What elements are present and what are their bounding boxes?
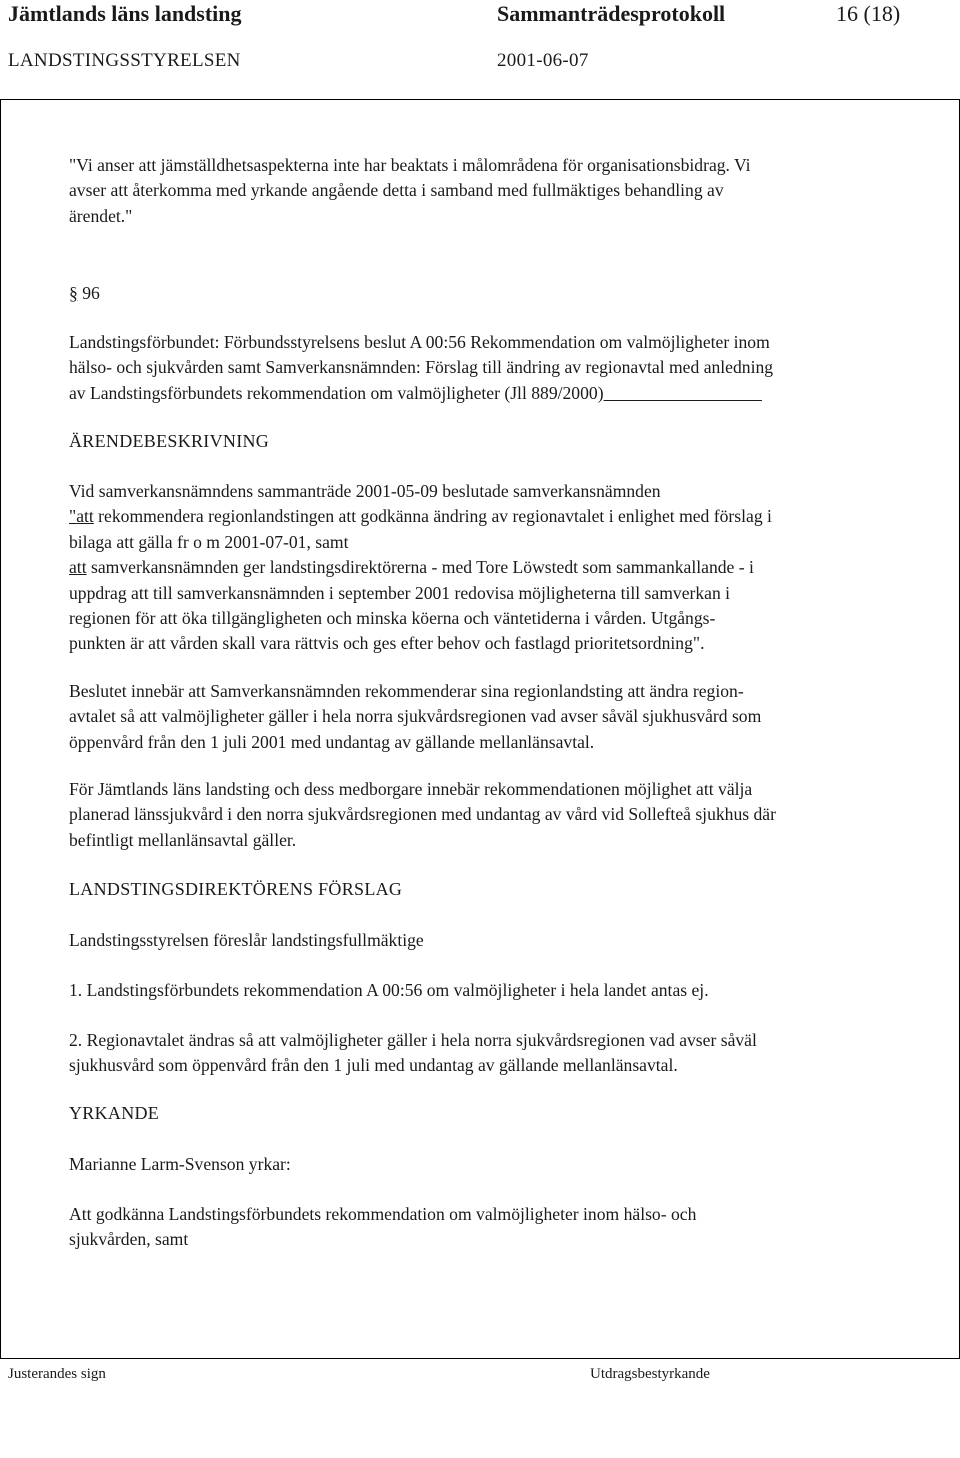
jamtland-line: befintligt mellanlänsavtal gäller.	[69, 829, 297, 850]
att-clause-word: att	[76, 506, 94, 527]
description-line	[69, 555, 929, 580]
header-rule	[0, 99, 960, 100]
decision-paragraph	[69, 679, 929, 755]
att-clause-word: att	[69, 557, 87, 578]
description-line: bilaga att gälla fr o m 2001-07-01, samt	[69, 531, 349, 552]
claim-line: sjukvården, samt	[69, 1229, 189, 1250]
quote-line: "Vi anser att jämställdhetsaspekterna inte har beaktats i målområdena för organisationsbidrag. Vi	[69, 155, 751, 175]
jamtland-line: planerad länssjukvård i den norra sjukvårdsregionen med undantag av vård vid Sollefteå sjukhus där	[69, 804, 776, 825]
section-number: 96	[82, 283, 100, 303]
description-paragraph	[69, 479, 929, 657]
proposal-item-1: 1. Landstingsförbundets rekommendation A 00:56 om valmöjligheter i hela landet antas ej.	[69, 980, 709, 1000]
decision-line: Beslutet innebär att Samverkansnämnden rekommenderar sina regionlandsting att ändra region-	[69, 681, 744, 701]
footer-justerandes-sign: Justerandes sign	[8, 1366, 106, 1382]
att-clause-text: rekommendera regionlandstingen att godkänna ändring av regionavtalet i enlighet med förslag i	[93, 506, 772, 527]
page-number: 16 (18)	[836, 1, 901, 26]
claim-author: Marianne Larm-Svenson yrkar:	[69, 1154, 291, 1174]
claim-line: Att godkänna Landstingsförbundets rekommendation om valmöjligheter inom hälso- och	[69, 1204, 697, 1224]
subject-paragraph	[69, 330, 929, 406]
subject-line-text: av Landstingsförbundets rekommendation om valmöjligheter (Jll 889/2000)	[69, 382, 604, 403]
att-clause-text: samverkansnämnden ger landstingsdirektörerna - med Tore Löwstedt som sammankallande - i	[86, 557, 754, 578]
quote-paragraph	[69, 153, 929, 229]
proposal-line: 2. Regionavtalet ändras så att valmöjligheter gäller i hela norra sjukvårdsregionen vad avser såväl	[69, 1030, 757, 1050]
description-line	[69, 504, 929, 529]
subject-underline	[604, 383, 762, 403]
heading-proposal: LANDSTINGSDIREKTÖRENS FÖRSLAG	[69, 879, 403, 899]
proposal-item-2	[69, 1028, 929, 1079]
quote-line: avser att återkomma med yrkande angående detta i samband med fullmäktiges behandling av	[69, 180, 724, 201]
section-symbol: §	[69, 283, 78, 303]
proposal-intro: Landstingsstyrelsen föreslår landstingsfullmäktige	[69, 930, 424, 950]
description-line: regionen för att öka tillgängligheten och minska köerna och väntetiderna i vården. Utgångs-	[69, 608, 716, 629]
left-margin-rule	[0, 99, 1, 1358]
subject-line	[69, 381, 929, 406]
board-name: LANDSTINGSSTYRELSEN	[8, 50, 241, 71]
claim-paragraph	[69, 1202, 929, 1253]
jamtland-paragraph	[69, 777, 929, 853]
description-line: uppdrag att till samverkansnämnden i september 2001 redovisa möjligheterna till samverkan i	[69, 582, 731, 603]
meeting-date: 2001-06-07	[497, 50, 589, 71]
heading-claims: YRKANDE	[69, 1103, 160, 1123]
subject-line: hälso- och sjukvården samt Samverkansnämnden: Förslag till ändring av regionavtal med anledning	[69, 357, 774, 378]
organization-name: Jämtlands läns landsting	[8, 1, 242, 26]
document-type: Sammanträdesprotokoll	[497, 1, 726, 26]
description-line: punkten är att vården skall vara rättvis och ges efter behov och fastlagd prioritetsordning".	[69, 633, 705, 654]
subject-line: Landstingsförbundet: Förbundsstyrelsens beslut A 00:56 Rekommendation om valmöjligheter inom	[69, 332, 770, 352]
att-clause-quote: "	[69, 506, 77, 527]
decision-line: öppenvård från den 1 juli 2001 med undantag av gällande mellanlänsavtal.	[69, 731, 595, 752]
decision-line: avtalet så att valmöjligheter gäller i hela norra sjukvårdsregionen vad avser såväl sjukhusvård som	[69, 706, 762, 727]
description-line: Vid samverkansnämndens sammanträde 2001-05-09 beslutade samverkansnämnden	[69, 481, 661, 501]
proposal-line: sjukhusvård som öppenvård från den 1 juli med undantag av gällande mellanlänsavtal.	[69, 1055, 678, 1076]
jamtland-line: För Jämtlands läns landsting och dess medborgare innebär rekommendationen möjlighet att välja	[69, 779, 753, 799]
footer-rule	[0, 1358, 960, 1359]
quote-line: ärendet."	[69, 205, 133, 226]
section-heading	[69, 281, 929, 306]
footer-utdragsbestyrkande: Utdragsbestyrkande	[590, 1366, 710, 1382]
heading-description: ÄRENDEBESKRIVNING	[69, 431, 270, 451]
